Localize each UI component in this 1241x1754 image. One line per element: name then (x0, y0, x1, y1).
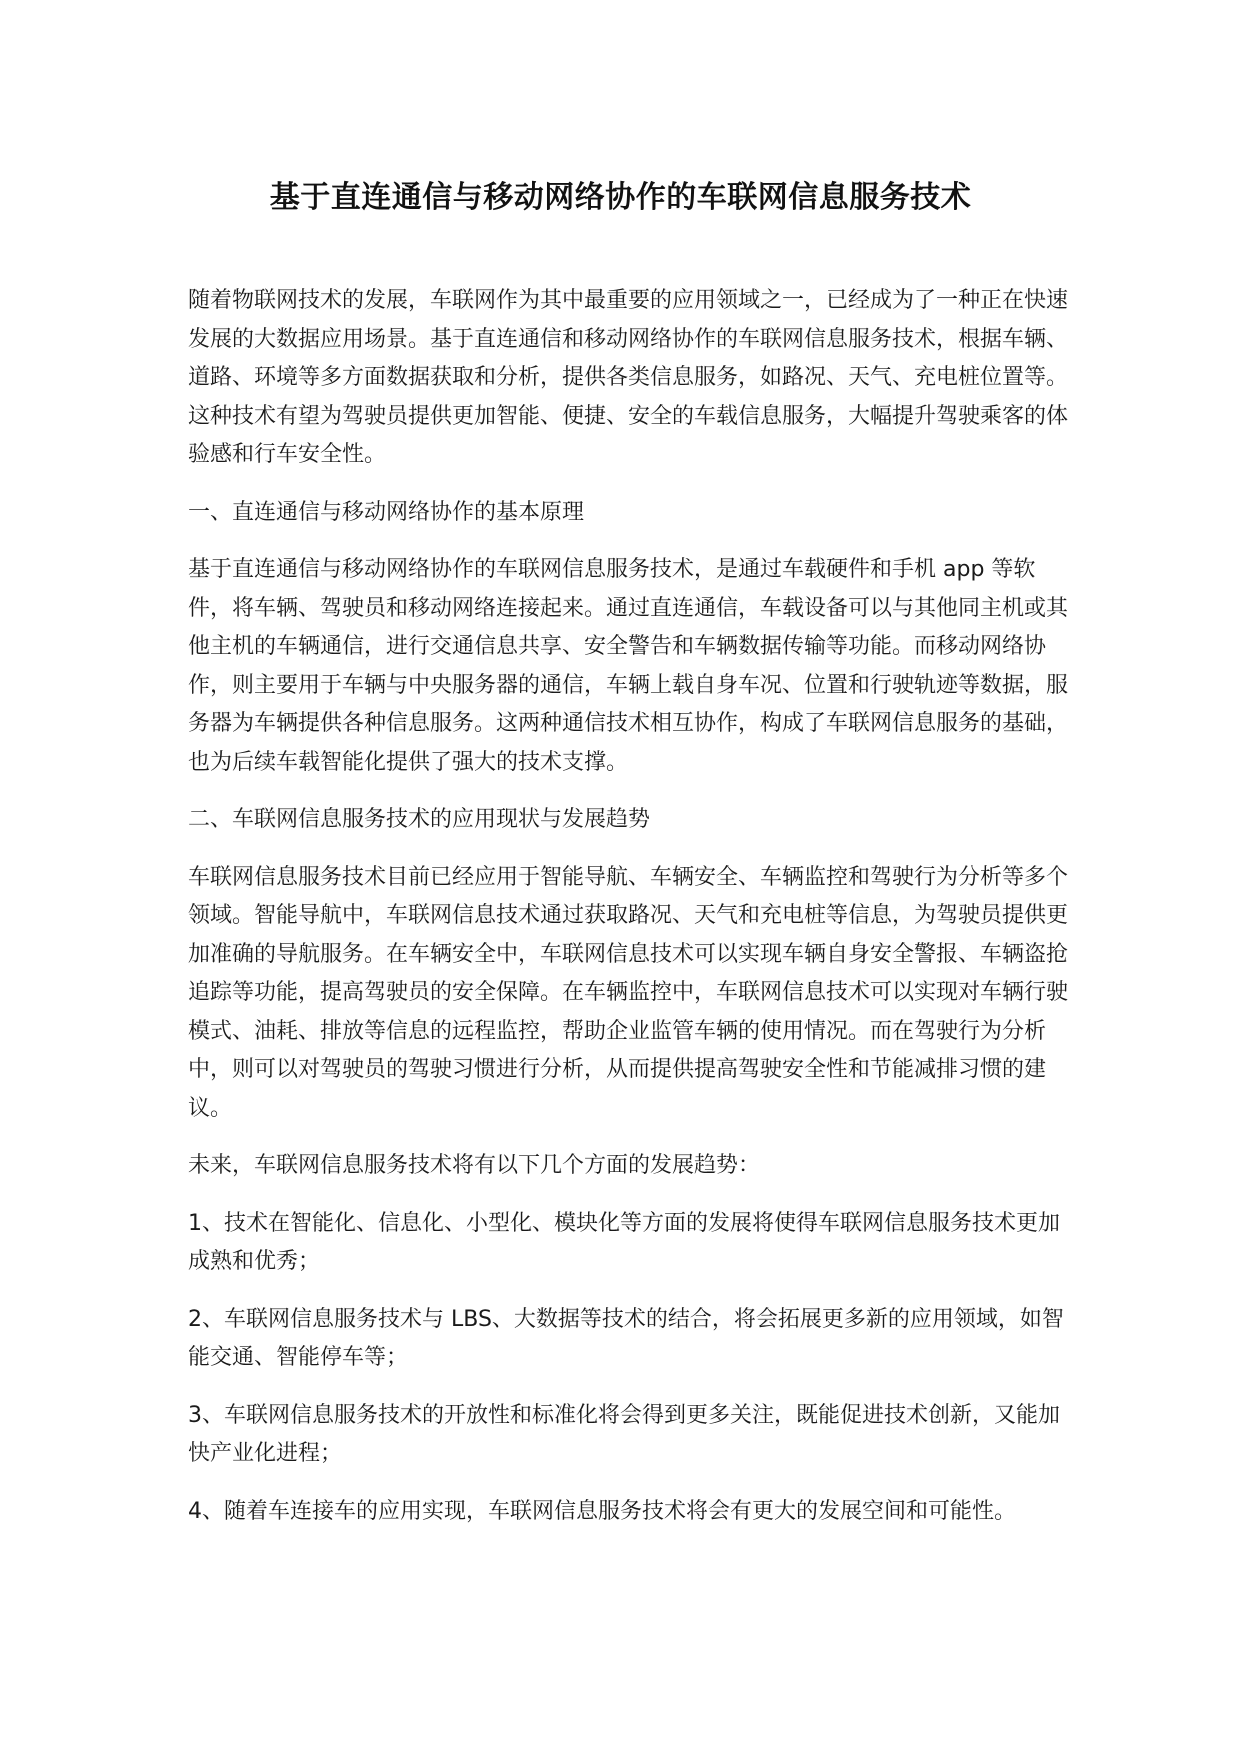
trend-item-1: 1、技术在智能化、信息化、小型化、模块化等方面的发展将使得车联网信息服务技术更加成熟和优秀； (188, 1210, 1061, 1274)
section-body-applications: 车联网信息服务技术目前已经应用于智能导航、车辆安全、车辆监控和驾驶行为分析等多个领域。智能导航中，车联网信息技术通过获取路况、天气和充电桩等信息，为驾驶员提供更加准确的导航服务。在车辆安全中，车联网信息技术可以实现车辆自身安全警报、车辆盗抢追踪等功能，提高驾驶员的安全保障。在车辆监控中，车联网信息技术可以实现对车辆行驶模式、油耗、排放等信息的远程监控，帮助企业监管车辆的使用情况。而在驾驶行为分析中，则可以对驾驶员的驾驶习惯进行分析，从而提供提高驾驶安全性和节能减排习惯的建议。 (188, 864, 1069, 1121)
section-heading-principles: 一、直连通信与移动网络协作的基本原理 (188, 499, 585, 525)
section-body-principles: 基于直连通信与移动网络协作的车联网信息服务技术，是通过车载硬件和手机 app 等软件，将车辆、驾驶员和移动网络连接起来。通过直连通信，车载设备可以与其他同主机或其他主机的车辆通信，进行交通信息共享、安全警告和车辆数据传输等功能。而移动网络协作，则主要用于车辆与中央服务器的通信，车辆上载自身车况、位置和行驶轨迹等数据，服务器为车辆提供各种信息服务。这两种通信技术相互协作，构成了车联网信息服务的基础，也为后续车载智能化提供了强大的技术支撑。 (188, 557, 1069, 775)
trend-item-2: 2、车联网信息服务技术与 LBS、大数据等技术的结合，将会拓展更多新的应用领域，如智能交通、智能停车等； (188, 1306, 1064, 1370)
intro-paragraph: 随着物联网技术的发展，车联网作为其中最重要的应用领域之一，已经成为了一种正在快速发展的大数据应用场景。基于直连通信和移动网络协作的车联网信息服务技术，根据车辆、道路、环境等多方面数据获取和分析，提供各类信息服务，如路况、天气、充电桩位置等。这种技术有望为驾驶员提供更加智能、便捷、安全的车载信息服务，大幅提升驾驶乘客的体验感和行车安全性。 (188, 288, 1069, 467)
document-title: 基于直连通信与移动网络协作的车联网信息服务技术 (269, 180, 972, 215)
section-heading-applications: 二、车联网信息服务技术的应用现状与发展趋势 (188, 807, 651, 832)
trends-intro-paragraph: 未来，车联网信息服务技术将有以下几个方面的发展趋势： (188, 1153, 761, 1178)
trend-item-3: 3、车联网信息服务技术的开放性和标准化将会得到更多关注，既能促进技术创新，又能加快产业化进程； (188, 1402, 1061, 1466)
trend-item-4: 4、随着车连接车的应用实现，车联网信息服务技术将会有更大的发展空间和可能性。 (188, 1498, 1016, 1524)
document-body (188, 282, 1068, 1550)
